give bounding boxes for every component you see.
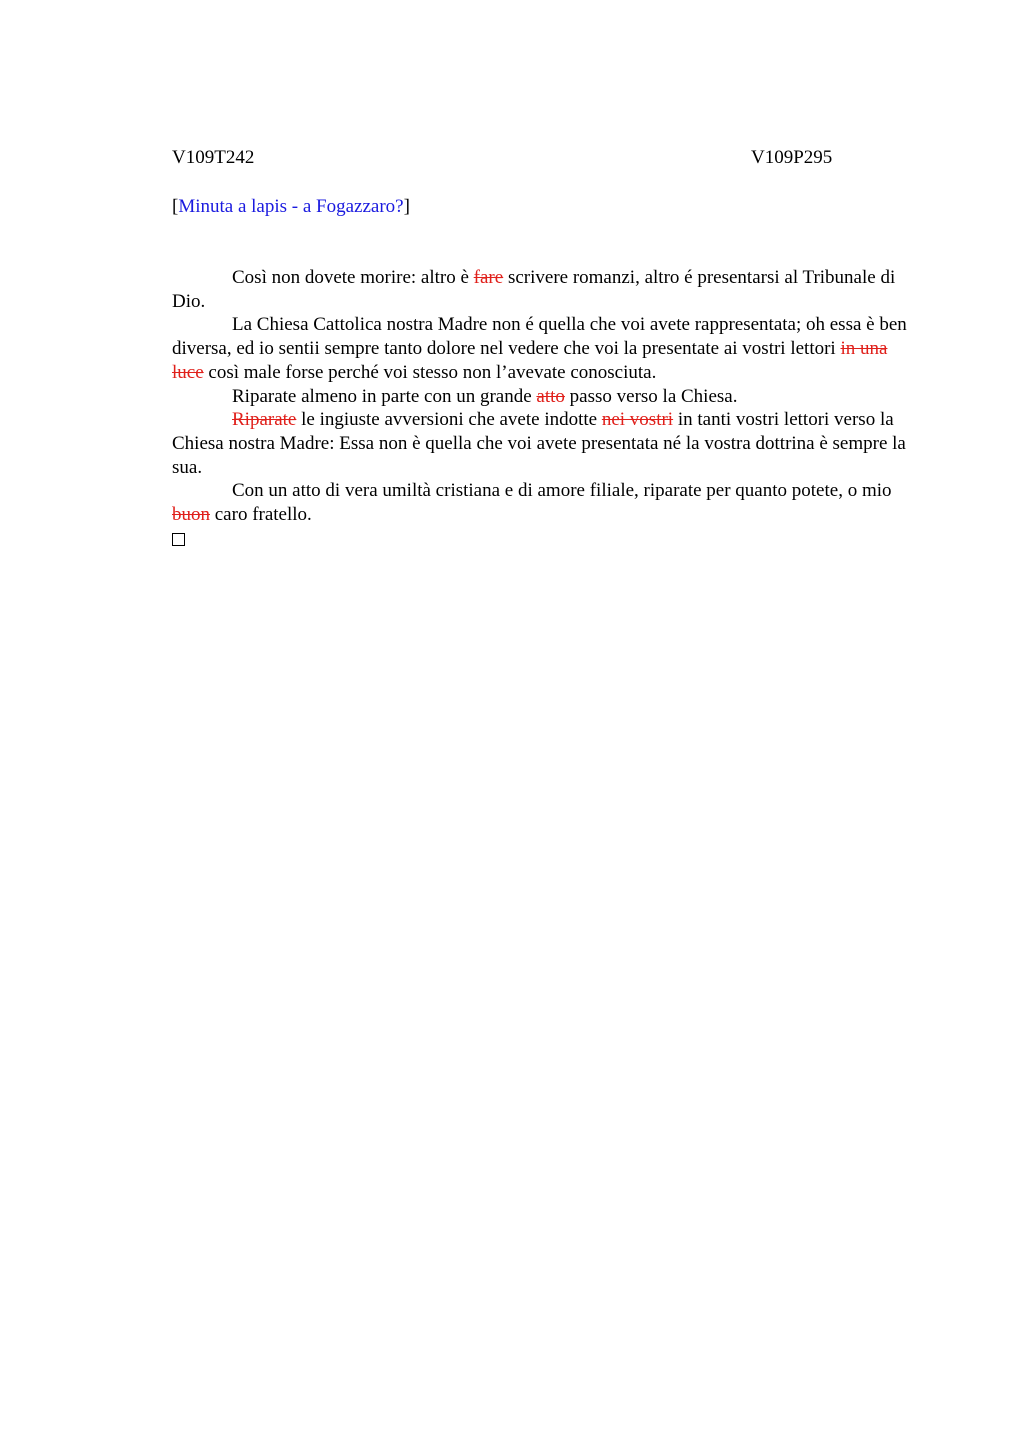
paragraph-1 — [172, 266, 920, 313]
end-marker — [172, 527, 920, 553]
paragraph-5 — [172, 479, 920, 526]
deleted-word: in una luce — [172, 338, 888, 383]
paragraph-4 — [172, 408, 920, 479]
note-text: Minuta a lapis - a Fogazzaro? — [178, 196, 404, 217]
text-segment: Così non dovete morire: altro è — [232, 267, 474, 288]
editor-note — [172, 196, 410, 218]
text-segment: La Chiesa Cattolica nostra Madre non é quella che voi avete rappresentata; oh essa è ben diversa, ed io sentii sempre tanto dolore nel vedere che voi la presentate ai vostri lettori — [172, 314, 907, 360]
text-segment: passo verso la Chiesa. — [564, 385, 738, 407]
document-code-right: V109P295 — [751, 147, 833, 168]
text-segment: le ingiuste avversioni che avete indotte — [296, 409, 602, 431]
deleted-word: fare — [473, 267, 504, 288]
empty-square-icon — [172, 533, 185, 546]
text-segment: Con un atto di vera umiltà cristiana e di amore filiale, riparate per quanto potete, o mio — [232, 480, 892, 502]
letter-body — [172, 266, 920, 552]
deleted-word: atto — [536, 385, 565, 407]
text-segment: in tanti vostri lettori verso la Chiesa nostra Madre: Essa non è quella che voi avete presentata né la vostra dottrina è sempre la sua. — [172, 409, 906, 478]
text-segment: così male forse perché voi stesso non l’avevate conosciuta. — [203, 361, 657, 383]
text-segment: scrivere romanzi, altro é presentarsi al Tribunale di Dio. — [172, 267, 896, 312]
deleted-word: nei vostri — [601, 409, 674, 431]
paragraph-2 — [172, 313, 920, 384]
paragraph-3 — [172, 385, 920, 409]
text-segment: caro fratello. — [210, 504, 312, 526]
note-open-bracket: [ — [172, 196, 179, 217]
text-segment: Riparate almeno in parte con un grande — [232, 385, 537, 407]
deleted-word: Riparate — [232, 409, 297, 431]
note-close-bracket: ] — [403, 196, 410, 217]
deleted-word: buon — [172, 504, 210, 526]
document-code-left: V109T242 — [172, 147, 255, 168]
